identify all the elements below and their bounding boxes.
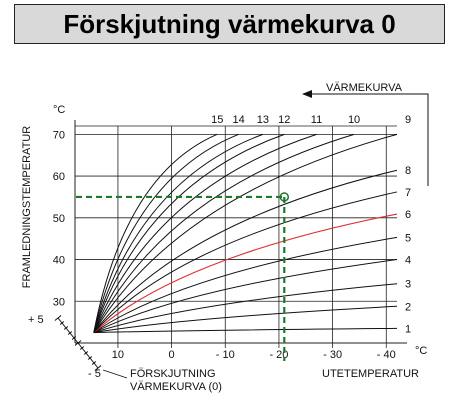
x-tick-label: 10 xyxy=(111,349,125,361)
y-tick-label: 70 xyxy=(52,129,65,142)
curve-label-5: 5 xyxy=(405,232,412,245)
curve-7 xyxy=(94,192,397,333)
curve-label-3: 3 xyxy=(405,278,412,291)
y-tick-label: 50 xyxy=(52,212,65,225)
curve-label-4: 4 xyxy=(405,254,412,267)
curve-label-2: 2 xyxy=(405,301,412,314)
offset-label-leader xyxy=(103,370,127,378)
curve-8 xyxy=(94,170,397,332)
curve-1 xyxy=(94,328,397,332)
offset-tick-minus: - 5 xyxy=(88,368,101,380)
page-title: Förskjutning värmekurva 0 xyxy=(63,8,396,39)
x-tick-label: - 40 xyxy=(376,349,396,361)
curve-3 xyxy=(94,284,397,333)
y-axis-label: FRAMLEDNINGSTEMPERATUR xyxy=(21,125,33,289)
curve-family-label: VÄRMEKURVA xyxy=(326,82,403,94)
curve-label-10: 10 xyxy=(347,114,361,126)
curve-label-7: 7 xyxy=(405,186,412,199)
curve-family-arrowhead xyxy=(302,90,312,98)
curve-4 xyxy=(94,260,397,333)
curve-label-8: 8 xyxy=(405,165,412,178)
curve-14 xyxy=(94,134,239,332)
curve-12 xyxy=(94,134,285,332)
curve-label-6: 6 xyxy=(405,209,412,222)
curve-label-11: 11 xyxy=(310,114,323,126)
x-unit-label: °C xyxy=(415,345,428,357)
y-unit-label: °C xyxy=(53,104,66,116)
y-tick-label: 40 xyxy=(52,254,65,267)
x-tick-label: - 20 xyxy=(269,349,289,361)
curve-label-9: 9 xyxy=(405,114,412,126)
x-tick-label: - 10 xyxy=(215,349,235,361)
offset-scale-tick xyxy=(55,316,61,321)
curve-label-15: 15 xyxy=(211,114,224,126)
curve-layer xyxy=(94,114,411,335)
y-tick-label: 30 xyxy=(52,296,65,309)
curve-label-13: 13 xyxy=(256,114,269,126)
offset-label-line2: VÄRMEKURVA (0) xyxy=(130,381,222,393)
overlay-layer xyxy=(52,90,428,378)
curve-label-14: 14 xyxy=(232,114,245,126)
curve-10 xyxy=(94,134,354,332)
x-axis-label: UTETEMPERATUR xyxy=(322,368,419,380)
curve-label-12: 12 xyxy=(278,114,291,126)
x-tick-label: 0 xyxy=(168,349,175,361)
curve-label-1: 1 xyxy=(405,323,412,336)
offset-tick-plus: + 5 xyxy=(28,314,44,326)
y-tick-label: 60 xyxy=(52,171,65,184)
x-tick-label: - 30 xyxy=(323,349,343,361)
offset-label-line1: FÖRSKJUTNING xyxy=(130,368,216,380)
